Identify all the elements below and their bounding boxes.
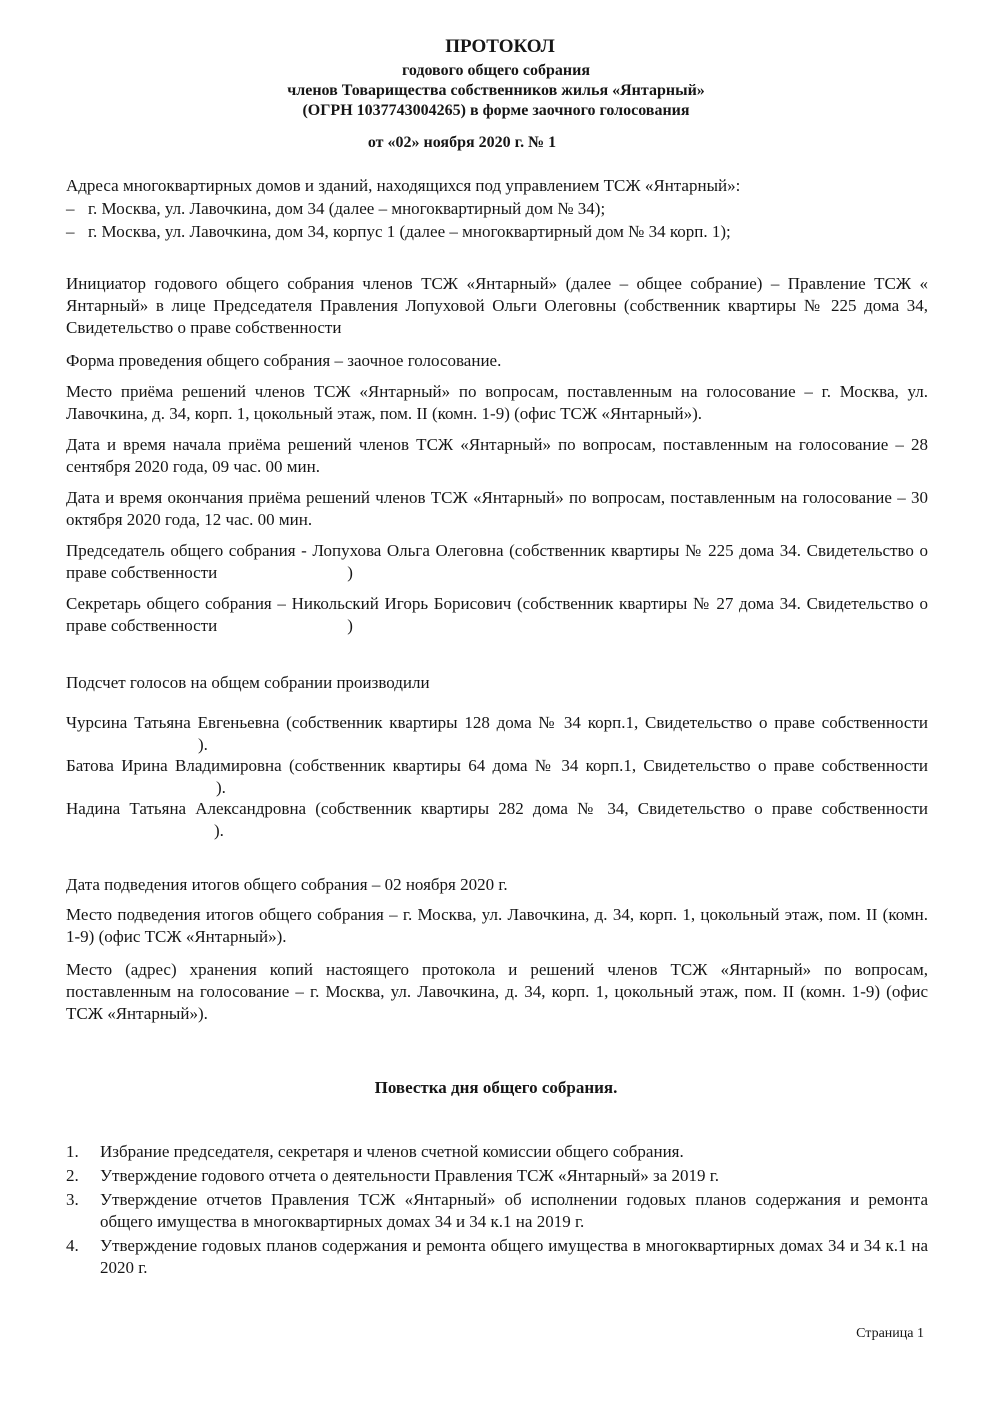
dash-marker: – (66, 222, 75, 241)
counter-1-end: ). (198, 735, 208, 754)
summary-place: Место подведения итогов общего собрания – г. Москва, ул. Лавочкина, д. 34, корп. 1, цокольный этаж, пом. II (комн. 1-9) (офис ТСЖ «Янтарный»). (66, 905, 928, 946)
agenda-item-text: Утверждение годовых планов содержания и ремонта общего имущества в многоквартирных домах 34 и 34 к.1 на 2020 г. (100, 1236, 928, 1277)
agenda-item-number: 4. (66, 1236, 79, 1255)
document-title: ПРОТОКОЛ (445, 36, 555, 57)
agenda-item (66, 1235, 928, 1279)
agenda-item-number: 1. (66, 1142, 79, 1161)
counter-3 (66, 798, 928, 842)
counter-3-text: Надина Татьяна Александровна (собственник квартиры 282 дома № 34, Свидетельство о праве собственности (66, 799, 928, 818)
counter-1 (66, 712, 928, 756)
subtitle-line-1: годового общего собрания (401, 62, 591, 79)
agenda-item-number: 3. (66, 1190, 79, 1209)
agenda-item-number: 2. (66, 1166, 79, 1185)
place-paragraph: Место приёма решений членов ТСЖ «Янтарный» по вопросам, поставленным на голосование – г. Москва, ул. Лавочкина, д. 34, корп. 1, цокольный этаж, пом. II (комн. 1-9) (офис ТСЖ «Янтарный»). (66, 382, 928, 423)
secretary-text-end: ) (347, 616, 353, 635)
counter-1-text: Чурсина Татьяна Евгеньевна (собственник квартиры 128 дома № 34 корп.1, Свидетельство о праве собственности (66, 713, 928, 732)
counter-3-end: ). (214, 821, 224, 840)
dash-marker: – (66, 199, 75, 218)
page-number: Страница 1 (856, 1326, 924, 1341)
start-paragraph: Дата и время начала приёма решений членов ТСЖ «Янтарный» по вопросам, поставленным на голосование – 28 сентября 2020 года, 09 час. 00 мин. (66, 435, 928, 476)
agenda-item (66, 1141, 928, 1163)
summary-date: Дата подведения итогов общего собрания – 02 ноября 2020 г. (66, 875, 508, 894)
chair-text-end: ) (347, 563, 353, 582)
agenda-item-text: Избрание председателя, секретаря и членов счетной комиссии общего собрания. (100, 1142, 684, 1161)
counter-2 (66, 755, 928, 799)
end-paragraph: Дата и время окончания приёма решений членов ТСЖ «Янтарный» по вопросам, поставленным на голосование – 30 октября 2020 года, 12 час. 00 мин. (66, 488, 928, 529)
agenda-item (66, 1165, 928, 1187)
subtitle-line-3: (ОГРН 1037743004265) в форме заочного голосования (302, 102, 690, 119)
agenda-item-text: Утверждение годового отчета о деятельности Правления ТСЖ «Янтарный» за 2019 г. (100, 1166, 720, 1185)
address-item-2 (66, 221, 928, 243)
form-paragraph: Форма проведения общего собрания – заочное голосование. (66, 351, 502, 370)
initiator-paragraph: Инициатор годового общего собрания членов ТСЖ «Янтарный» (далее – общее собрание) – Правление ТСЖ « Янтарный» в лице Председателя Правления Лопуховой Ольги Олеговны (собственник квартиры № 225 дома 34, Свидетельство о праве собственности (66, 274, 928, 337)
agenda-list (66, 1141, 928, 1281)
counting-intro: Подсчет голосов на общем собрании производили (66, 673, 430, 692)
secretary-paragraph (66, 593, 928, 637)
chair-paragraph (66, 540, 928, 584)
chair-text: Председатель общего собрания - Лопухова Ольга Олеговна (собственник квартиры № 225 дома 34. Свидетельство о праве собственности (66, 541, 928, 582)
addresses-intro: Адреса многоквартирных домов и зданий, находящихся под управлением ТСЖ «Янтарный»: (66, 176, 741, 195)
address-item-1 (66, 198, 928, 220)
agenda-item (66, 1189, 928, 1233)
agenda-title: Повестка дня общего собрания. (374, 1078, 618, 1097)
document-date: от «02» ноября 2020 г. № 1 (367, 134, 557, 151)
counter-2-text: Батова Ирина Владимировна (собственник квартиры 64 дома № 34 корп.1, Свидетельство о праве собственности (66, 756, 928, 775)
counter-2-end: ). (216, 778, 226, 797)
storage-paragraph: Место (адрес) хранения копий настоящего протокола и решений членов ТСЖ «Янтарный» по вопросам, поставленным на голосование – г. Москва, ул. Лавочкина, д. 34, корп. 1, цокольный этаж, пом. II (комн. 1-9) (офис ТСЖ «Янтарный»). (66, 960, 928, 1023)
subtitle-line-2: членов Товарищества собственников жилья «Янтарный» (287, 82, 705, 99)
address-text: г. Москва, ул. Лавочкина, дом 34 (далее – многоквартирный дом № 34); (88, 199, 606, 218)
address-text: г. Москва, ул. Лавочкина, дом 34, корпус 1 (далее – многоквартирный дом № 34 корп. 1); (88, 222, 731, 241)
secretary-text: Секретарь общего собрания – Никольский Игорь Борисович (собственник квартиры № 27 дома 34. Свидетельство о праве собственности (66, 594, 928, 635)
agenda-item-text: Утверждение отчетов Правления ТСЖ «Янтарный» об исполнении годовых планов содержания и ремонта общего имущества в многоквартирных домах 34 и 34 к.1 на 2019 г. (100, 1190, 928, 1231)
